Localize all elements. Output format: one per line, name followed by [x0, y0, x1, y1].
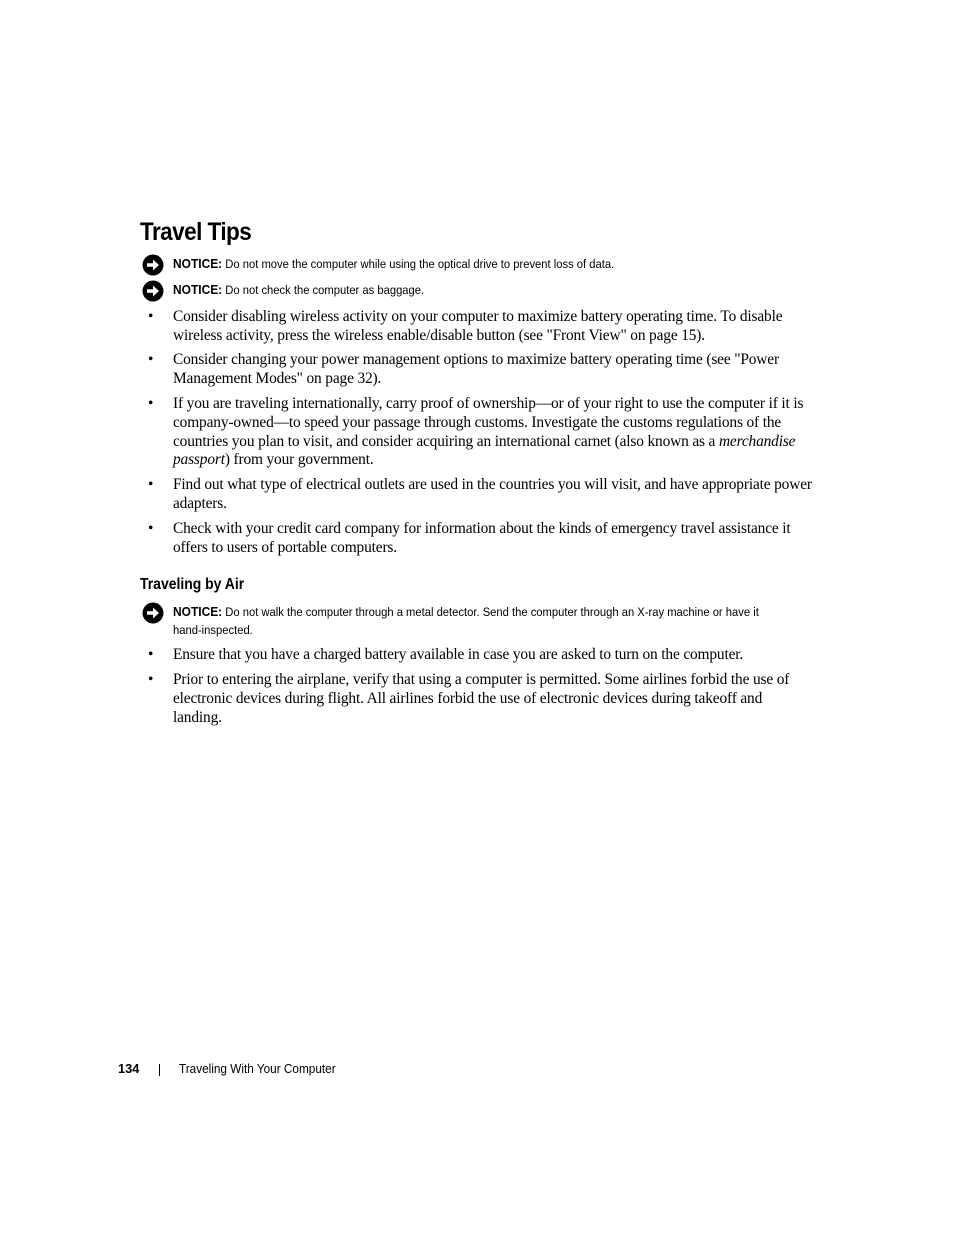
bullet-marker: •	[148, 308, 154, 325]
page-title: Travel Tips	[140, 218, 252, 246]
bullet-marker: •	[148, 476, 154, 493]
bullet-marker: •	[148, 671, 154, 688]
notice-label: NOTICE:	[173, 282, 223, 297]
page-number: 134	[118, 1061, 140, 1076]
list-item-text: Consider disabling wireless activity on your computer to maximize battery operating time. To disable wireless activity, press the wireless enable/disable button (see "Front View" on page 15).	[173, 308, 783, 344]
notice-label: NOTICE:	[173, 604, 223, 619]
list-item-text-part: If you are traveling internationally, carry proof of ownership—or of your right to use the computer if it is company-owned—to speed your passage through customs. Investigate the customs regulations of the countries you plan to visit, and consider acquiring an international carnet (also known as a	[173, 395, 804, 450]
list-item-text-part: ) from your government.	[224, 451, 374, 469]
list-item-italic-term: merchandise passport	[173, 432, 796, 469]
list-item-text: Consider changing your power management options to maximize battery operating time (see "Power Management Modes" on page 32).	[173, 351, 779, 387]
notice-arrow-icon	[142, 254, 164, 276]
notice-text: Do not move the computer while using the optical drive to prevent loss of data.	[225, 257, 615, 271]
footer-divider	[159, 1064, 160, 1076]
notice-text: Do not walk the computer through a metal detector. Send the computer through an X-ray machine or have it hand-inspected.	[173, 605, 759, 637]
list-item-text: Prior to entering the airplane, verify that using a computer is permitted. Some airlines forbid the use of electronic devices during flight. All airlines forbid the use of electronic devices during takeoff and landing.	[173, 671, 790, 726]
list-item-text: Check with your credit card company for information about the kinds of emergency travel assistance it offers to users of portable computers.	[173, 520, 791, 556]
notice-arrow-icon	[142, 602, 164, 624]
notice-arrow-icon	[142, 280, 164, 302]
list-item-text: Ensure that you have a charged battery available in case you are asked to turn on the computer.	[173, 646, 744, 663]
bullet-marker: •	[148, 646, 154, 663]
bullet-marker: •	[148, 520, 154, 537]
list-item-text	[173, 395, 813, 470]
chapter-title: Traveling With Your Computer	[179, 1061, 336, 1076]
list-item-text: Find out what type of electrical outlets are used in the countries you will visit, and have appropriate power adapters.	[173, 476, 812, 512]
notice-label: NOTICE:	[173, 256, 223, 271]
bullet-marker: •	[148, 395, 154, 412]
section-heading: Traveling by Air	[140, 576, 245, 593]
bullet-marker: •	[148, 351, 154, 368]
notice-text: Do not check the computer as baggage.	[225, 283, 425, 297]
